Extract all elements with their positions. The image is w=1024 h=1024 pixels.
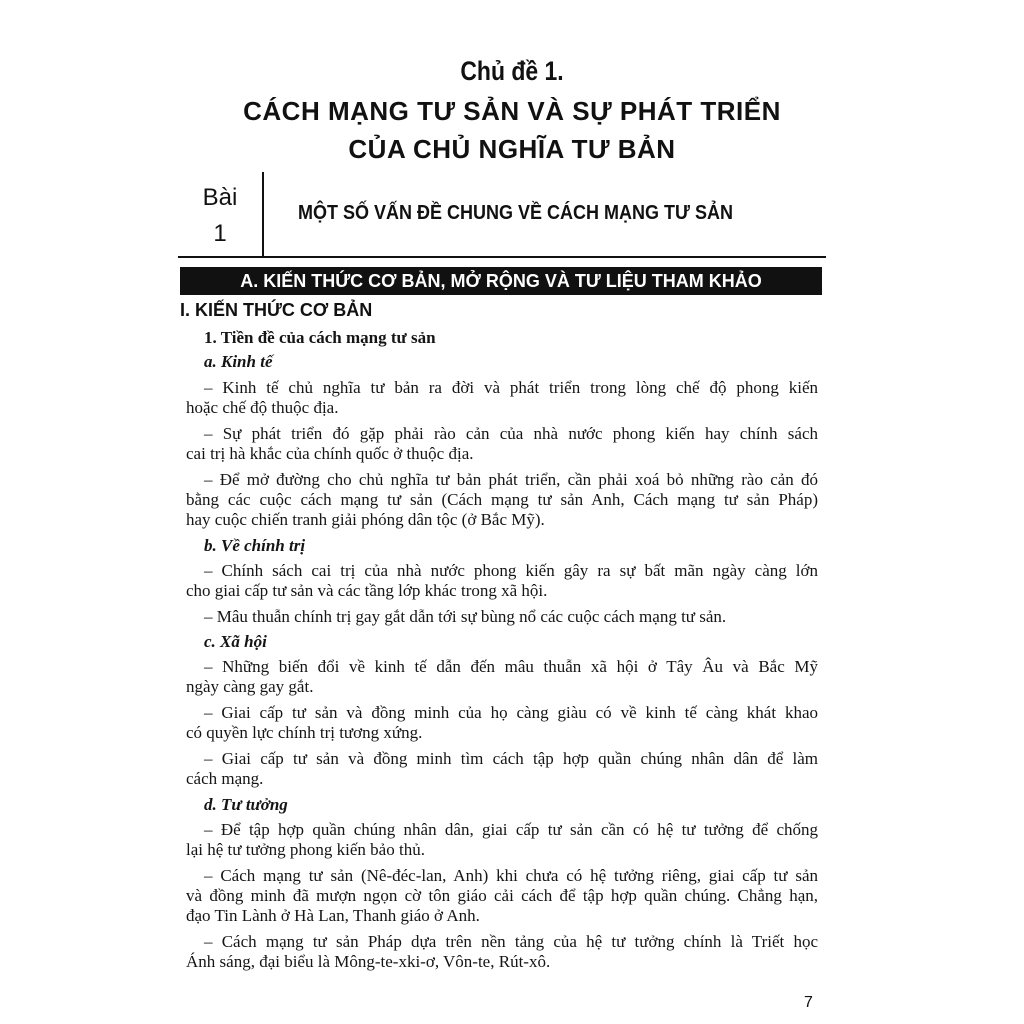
heading-society: c. Xã hội: [204, 632, 267, 651]
heading-ideology: d. Tư tưởng: [204, 795, 288, 814]
paragraph-line: – Cách mạng tư sản Pháp dựa trên nền tảng của hệ tư tưởng chính là Triết học: [204, 932, 818, 951]
heading-economy: a. Kinh tế: [204, 352, 273, 371]
paragraph-line: hoặc chế độ thuộc địa.: [186, 398, 339, 417]
paragraph-line: – Giai cấp tư sản và đồng minh tìm cách tập hợp quần chúng nhân dân để làm: [204, 749, 818, 768]
paragraph-line: – Những biến đổi về kinh tế dẫn đến mâu thuẫn xã hội ở Tây Âu và Bắc Mỹ: [204, 657, 818, 676]
topic-label: Chủ đề 1.: [460, 56, 564, 86]
lesson-number: 1: [213, 220, 227, 247]
paragraph-line: hay cuộc chiến tranh giải phóng dân tộc (ở Bắc Mỹ).: [186, 510, 545, 529]
topic-title-line-2: CỦA CHỦ NGHĨA TƯ BẢN: [348, 134, 676, 164]
paragraph-line: – Giai cấp tư sản và đồng minh của họ càng giàu có về kinh tế càng khát khao: [204, 703, 818, 722]
page-number: 7: [804, 994, 813, 1011]
paragraph-line: lại hệ tư tưởng phong kiến bảo thủ.: [186, 840, 425, 859]
paragraph-line: cách mạng.: [186, 769, 264, 788]
lesson-number-box: [178, 172, 264, 256]
paragraph-line: – Cách mạng tư sản (Nê-đéc-lan, Anh) khi chưa có hệ tưởng riêng, giai cấp tư sản: [204, 866, 818, 885]
lesson-header: [178, 172, 826, 258]
paragraph-line: và đồng minh đã mượn ngọn cờ tôn giáo cải cách để tập hợp quần chúng. Chẳng hạn,: [186, 886, 818, 905]
paragraph-line: ngày càng gay gắt.: [186, 677, 314, 696]
subheading-premises: 1. Tiền đề của cách mạng tư sản: [204, 328, 436, 347]
paragraph-line: bằng các cuộc cách mạng tư sản (Cách mạng tư sản Anh, Cách mạng tư sản Pháp): [186, 490, 818, 509]
topic-title-line-1: CÁCH MẠNG TƯ SẢN VÀ SỰ PHÁT TRIỂN: [243, 96, 781, 126]
paragraph-line: cai trị hà khắc của chính quốc ở thuộc địa.: [186, 444, 474, 463]
paragraph-line: – Kinh tế chủ nghĩa tư bản ra đời và phát triển trong lòng chế độ phong kiến: [204, 378, 818, 397]
paragraph-line: – Để tập hợp quần chúng nhân dân, giai cấp tư sản cần có hệ tư tưởng để chống: [204, 820, 818, 839]
paragraph-line: Ánh sáng, đại biểu là Mông-te-xki-ơ, Vôn-te, Rút-xô.: [186, 952, 551, 971]
heading-basic-knowledge: I. KIẾN THỨC CƠ BẢN: [180, 300, 373, 320]
paragraph-line: – Mâu thuẫn chính trị gay gắt dẫn tới sự bùng nổ các cuộc cách mạng tư sản.: [204, 607, 727, 626]
heading-politics: b. Về chính trị: [204, 536, 306, 555]
lesson-title: MỘT SỐ VẤN ĐỀ CHUNG VỀ CÁCH MẠNG TƯ SẢN: [298, 202, 733, 224]
section-a-banner: A. KIẾN THỨC CƠ BẢN, MỞ RỘNG VÀ TƯ LIỆU THAM KHẢO: [180, 267, 822, 295]
paragraph-line: cho giai cấp tư sản và các tầng lớp khác trong xã hội.: [186, 581, 548, 600]
paragraph-line: – Chính sách cai trị của nhà nước phong kiến gây ra sự bất mãn ngày càng lớn: [204, 561, 818, 580]
paragraph-line: đạo Tin Lành ở Hà Lan, Thanh giáo ở Anh.: [186, 906, 480, 925]
paragraph-line: – Sự phát triển đó gặp phải rào cản của nhà nước phong kiến hay chính sách: [204, 424, 818, 443]
paragraph-line: – Để mở đường cho chủ nghĩa tư bản phát triển, cần phải xoá bỏ những rào cản đó: [204, 470, 818, 489]
paragraph-line: có quyền lực chính trị tương xứng.: [186, 723, 423, 742]
lesson-word: Bài: [202, 184, 238, 211]
